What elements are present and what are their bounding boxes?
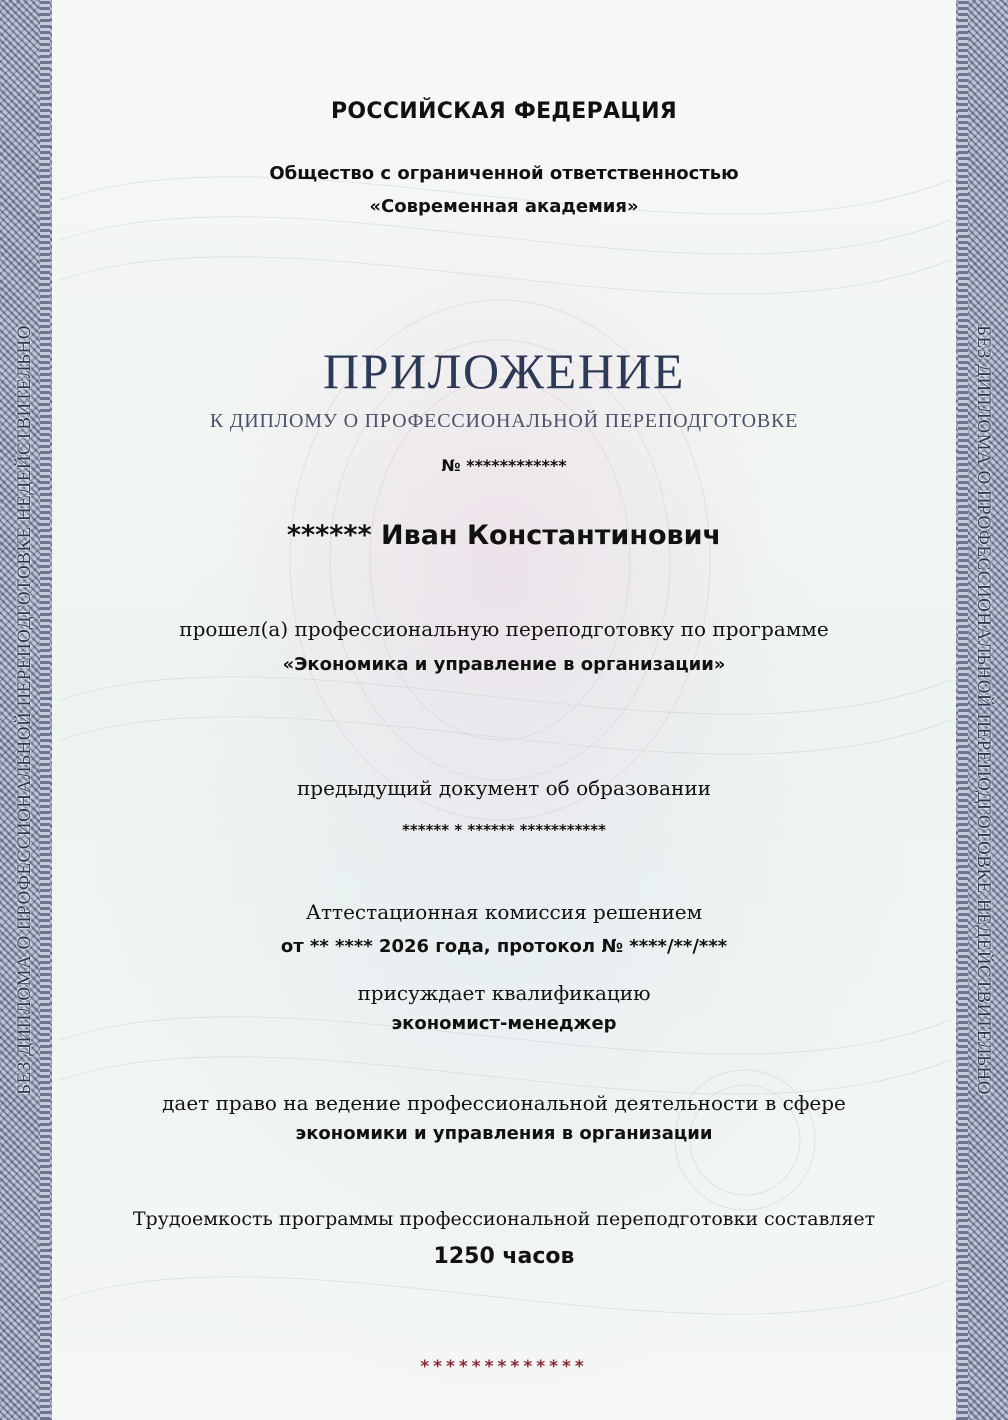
previous-document-value: ****** * ****** *********** — [402, 821, 606, 839]
country-heading: РОССИЙСКАЯ ФЕДЕРАЦИЯ — [330, 99, 678, 124]
organization-name: «Современная академия» — [369, 196, 639, 217]
right-border-band — [958, 0, 968, 1420]
left-border-band — [40, 0, 50, 1420]
holder-full-name: ****** Иван Константинович — [286, 520, 722, 551]
completion-statement: прошел(а) профессиональную переподготовку по программе — [179, 617, 829, 641]
rights-statement: дает право на ведение профессиональной деятельности в сфере — [162, 1091, 846, 1115]
right-vertical-caption: БЕЗ ДИПЛОМА О ПРОФЕССИОНАЛЬНОЙ ПЕРЕПОДГОТОВКЕ НЕДЕЙСТВИТЕЛЬНО — [973, 325, 995, 1095]
workload-statement: Трудоемкость программы профессиональной переподготовки составляет — [132, 1208, 876, 1230]
awards-statement: присуждает квалификацию — [357, 981, 651, 1005]
left-vertical-caption: БЕЗ ДИПЛОМА О ПРОФЕССИОНАЛЬНОЙ ПЕРЕПОДГОТОВКЕ НЕДЕЙСТВИТЕЛЬНО — [14, 325, 36, 1095]
program-name: «Экономика и управление в организации» — [282, 654, 726, 675]
organization-type: Общество с ограниченной ответственностью — [269, 163, 739, 184]
workload-hours: 1250 часов — [433, 1244, 575, 1269]
commission-statement: Аттестационная комиссия решением — [305, 900, 703, 924]
serial-number: ************* — [420, 1357, 588, 1377]
previous-document-label: предыдущий документ об образовании — [296, 776, 712, 800]
document-title: ПРИЛОЖЕНИЕ — [323, 343, 685, 399]
professional-sphere: экономики и управления в организации — [295, 1123, 713, 1144]
qualification-value: экономист-менеджер — [391, 1013, 617, 1034]
document-subtitle: К ДИПЛОМУ О ПРОФЕССИОНАЛЬНОЙ ПЕРЕПОДГОТОВКЕ — [209, 410, 799, 432]
commission-decision: от ** **** 2026 года, протокол № ****/**/*** — [280, 936, 728, 957]
certificate-content — [60, 0, 948, 1420]
document-number: № ************ — [441, 456, 567, 475]
